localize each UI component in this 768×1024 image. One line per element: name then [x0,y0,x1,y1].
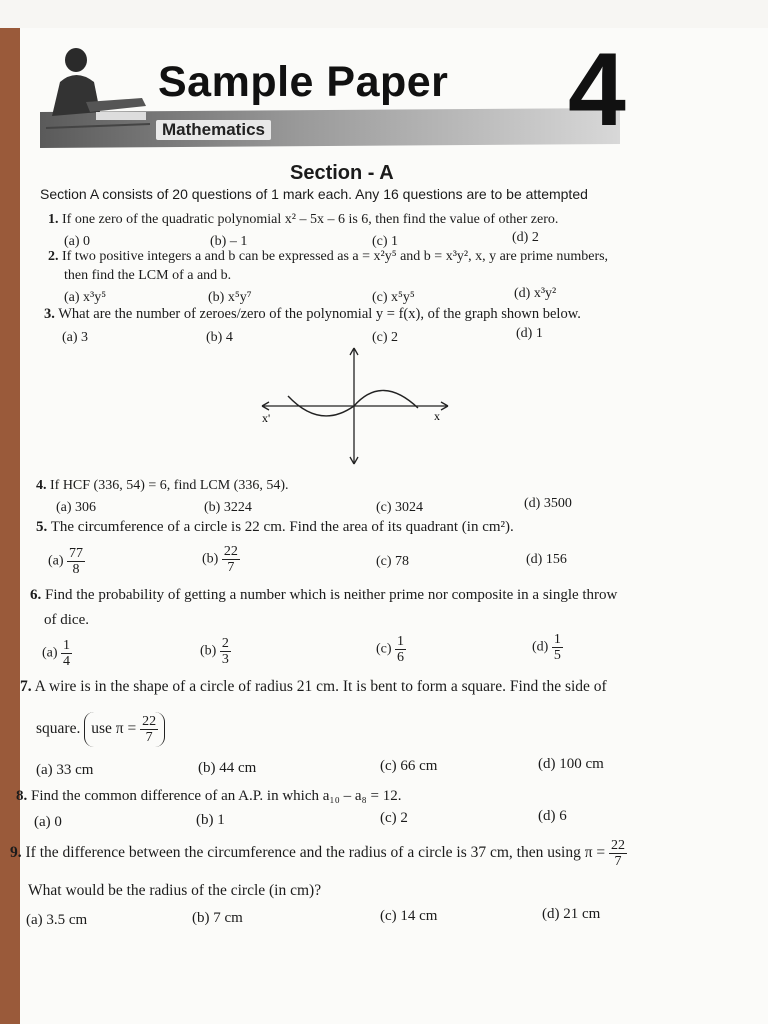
paper-number: 4 [568,32,626,148]
section-title: Section - A [290,162,394,184]
x-pos-label: x [434,409,440,423]
question-1 [48,212,558,228]
option-d: (d) 6 [538,808,567,824]
question-number: 3. [44,306,55,322]
hint-text: use π = [91,720,137,738]
question-7 [20,678,607,696]
option-d: (d) 21 cm [542,906,601,922]
question-6-line-2: of dice. [44,612,89,628]
option-b: (b) x⁵y⁷ [208,290,252,305]
pi-hint [84,712,165,747]
question-4 [36,478,289,494]
fraction [222,544,240,575]
option-a: (a) 33 cm [36,762,94,778]
option-label: (a) [48,553,64,569]
question-text: A wire is in the shape of a circle of radius 21 cm. It is bent to form a square. Find the side of [34,678,607,695]
option-c: (c) 3024 [376,500,424,515]
option-label: (d) [532,639,549,655]
option-label: (a) [42,645,58,661]
option-d: (d) x³y² [514,286,557,301]
option-label: (b) [200,643,217,659]
question-8 [16,788,401,805]
question-text: If one zero of the quadratic polynomial x² – 5x – 6 is 6, then find the value of other zero. [62,212,559,227]
question-5 [36,519,514,536]
option-c: (c) 2 [372,330,399,345]
question-text: What are the number of zeroes/zero of the polynomial y = f(x), of the graph shown below. [58,306,581,322]
denominator: 5 [553,648,561,663]
option-c: (c) 2 [380,810,408,826]
option-b: (b) 4 [206,330,233,345]
curve [288,390,418,415]
question-text: If two positive integers a and b can be expressed as a = x²y⁵ and b = x³y², x, y are prime numbers, [62,249,609,264]
numerator: 1 [63,638,71,653]
option-b: (b) 1 [196,812,225,828]
option-b [202,544,240,575]
question-text: Find the common difference of an A.P. in which a₁₀ – a₈ = 12. [31,788,402,804]
question-number: 7. [20,678,32,695]
denominator: 7 [614,854,622,869]
option-b: (b) – 1 [210,234,248,249]
question-number: 2. [48,249,59,264]
option-a: (a) 0 [34,814,62,830]
question-number: 1. [48,212,59,227]
table-edge [0,28,20,1024]
question-number: 5. [36,519,48,535]
option-d: (d) 156 [526,552,567,567]
numerator: 22 [611,838,626,853]
question-9 [10,838,627,869]
question-9-line-2: What would be the radius of the circle (in cm)? [28,882,322,899]
option-c: (c) 66 cm [380,758,438,774]
denominator: 3 [221,652,229,667]
option-a: (a) 3.5 cm [26,912,88,928]
question-7-line-2 [36,712,165,747]
option-d: (d) 3500 [524,496,572,511]
student-illustration-icon [42,42,152,138]
question-number: 4. [36,478,47,493]
denominator: 6 [397,650,405,665]
numerator: 77 [69,546,84,561]
option-a: (a) x³y⁵ [64,290,107,305]
question-2-line-2: then find the LCM of a and b. [64,268,232,283]
question-text: The circumference of a circle is 22 cm. Find the area of its quadrant (in cm²). [50,519,514,535]
question-number: 6. [30,587,42,603]
numerator: 22 [223,544,238,559]
numerator: 2 [221,636,229,651]
question-3 [44,306,581,323]
option-a [48,546,85,577]
option-d: (d) 1 [516,326,543,341]
option-b: (b) 3224 [204,500,252,515]
numerator: 1 [553,632,561,647]
numerator: 1 [397,634,405,649]
option-d: (d) 2 [512,230,539,245]
x-neg-label: x' [262,411,271,425]
option-a: (a) 0 [64,234,91,249]
denominator: 4 [63,654,71,669]
polynomial-graph [256,344,456,468]
denominator: 7 [145,730,153,745]
denominator: 8 [72,562,80,577]
question-text: square. [36,720,81,738]
option-b [200,636,231,667]
numerator: 22 [142,714,157,729]
option-c: (c) x⁵y⁵ [372,290,415,305]
question-number: 8. [16,788,28,804]
fraction [609,838,627,869]
subject-label: Mathematics [156,120,271,140]
option-b: (b) 7 cm [192,910,243,926]
fraction [140,714,158,745]
option-a [42,638,72,669]
question-text: If the difference between the circumference and the radius of a circle is 37 cm, then using π = [25,844,606,862]
option-a: (a) 306 [56,500,97,515]
fraction [552,632,563,663]
fraction [67,546,85,577]
option-label: (b) [202,551,219,567]
option-a: (a) 3 [62,330,89,345]
option-c: (c) 1 [372,234,399,249]
question-text: Find the probability of getting a number which is neither prime nor composite in a single throw [45,587,618,603]
section-intro: Section A consists of 20 questions of 1 mark each. Any 16 questions are to be attempted [40,186,588,202]
option-c: (c) 14 cm [380,908,438,924]
option-b: (b) 44 cm [198,760,257,776]
option-c: (c) 78 [376,554,410,569]
question-number: 9. [10,844,22,862]
fraction [220,636,231,667]
question-6 [30,587,617,604]
option-c [376,634,406,665]
option-label: (c) [376,641,392,657]
fraction [395,634,406,665]
fraction [61,638,72,669]
option-d [532,632,563,663]
page-title: Sample Paper [158,58,449,106]
question-2 [48,249,608,265]
question-text: If HCF (336, 54) = 6, find LCM (336, 54). [50,478,289,493]
option-d: (d) 100 cm [538,756,604,772]
denominator: 7 [227,560,235,575]
